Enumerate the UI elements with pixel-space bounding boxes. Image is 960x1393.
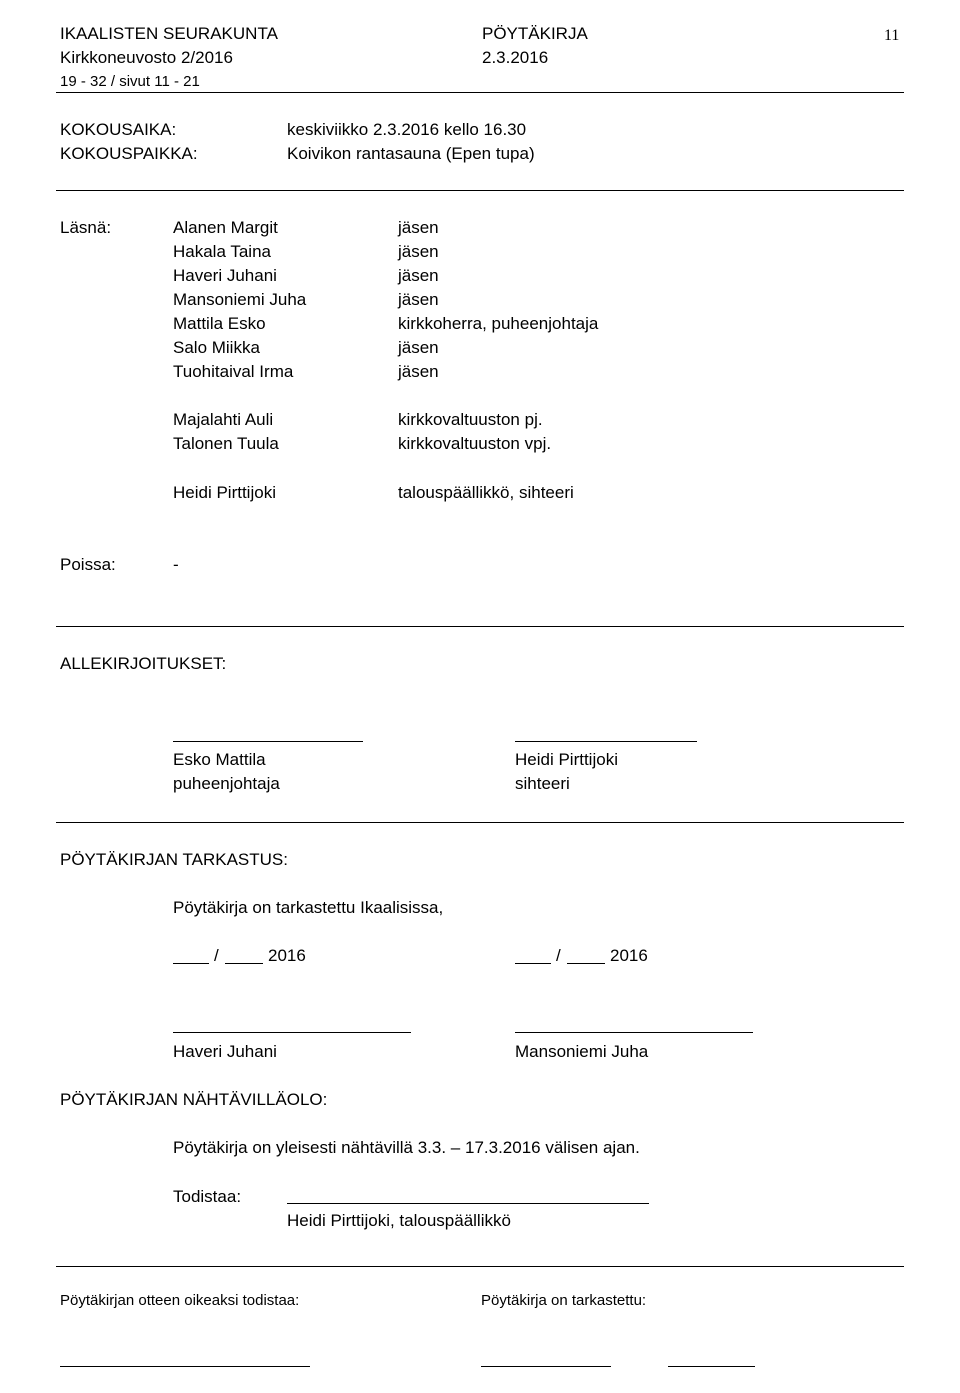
signature-line-secretary: [515, 741, 697, 742]
member-name: Mattila Esko: [173, 314, 266, 333]
member-name: Mansoniemi Juha: [173, 290, 307, 309]
member-name: Hakala Taina: [173, 242, 271, 261]
chair-title: puheenjohtaja: [173, 774, 280, 793]
secretary-role: talouspäällikkö, sihteeri: [398, 483, 574, 502]
member-role: jäsen: [398, 338, 439, 357]
member-name: Alanen Margit: [173, 218, 278, 237]
chair-name: Esko Mattila: [173, 750, 266, 769]
signature-line-reviewer: [173, 1032, 411, 1033]
meeting-date: 2.3.2016: [482, 48, 549, 67]
reviewer-name: Haveri Juhani: [173, 1042, 277, 1061]
guest-name: Talonen Tuula: [173, 434, 279, 453]
signature-line-chair: [173, 741, 363, 742]
secretary-name: Heidi Pirttijoki: [173, 483, 276, 502]
meeting-time-label: KOKOUSAIKA:: [60, 120, 177, 139]
display-heading: PÖYTÄKIRJAN NÄHTÄVILLÄOLO:: [60, 1090, 328, 1109]
review-heading: PÖYTÄKIRJAN TARKASTUS:: [60, 850, 288, 869]
guest-role: kirkkovaltuuston pj.: [398, 410, 543, 429]
footer-signature-line: [481, 1366, 611, 1367]
section-rule: [56, 190, 904, 191]
date-blank-day: [173, 963, 209, 964]
section-rule: [56, 822, 904, 823]
signature-line-witness: [287, 1203, 649, 1204]
member-role: jäsen: [398, 242, 439, 261]
absent-value: -: [173, 555, 179, 574]
secretary-signature-title: sihteeri: [515, 774, 570, 793]
section-rule: [56, 626, 904, 627]
review-statement: Pöytäkirja on tarkastettu Ikaalisissa,: [173, 898, 444, 917]
meeting-place-label: KOKOUSPAIKKA:: [60, 144, 198, 163]
display-statement: Pöytäkirja on yleisesti nähtävillä 3.3. – 17.3.2016 välisen ajan.: [173, 1138, 640, 1157]
secretary-signature-name: Heidi Pirttijoki: [515, 750, 618, 769]
date-slash: /: [214, 946, 219, 965]
page-number: 11: [884, 27, 900, 44]
footer-reviewed-label: Pöytäkirja on tarkastettu:: [481, 1292, 647, 1309]
date-year: 2016: [610, 946, 648, 965]
witness-name: Heidi Pirttijoki, talouspäällikkö: [287, 1211, 511, 1230]
footer-signature-line: [60, 1366, 310, 1367]
date-year: 2016: [268, 946, 306, 965]
guest-name: Majalahti Auli: [173, 410, 274, 429]
member-role: jäsen: [398, 362, 439, 381]
date-blank-month: [567, 963, 605, 964]
absent-label: Poissa:: [60, 555, 116, 574]
header-rule: [56, 92, 904, 93]
organization-name: IKAALISTEN SEURAKUNTA: [60, 24, 278, 43]
footer-certify-label: Pöytäkirjan otteen oikeaksi todistaa:: [60, 1292, 300, 1309]
date-blank-day: [515, 963, 551, 964]
footer-signature-line: [668, 1366, 755, 1367]
member-role: jäsen: [398, 218, 439, 237]
footer-rule: [56, 1266, 904, 1267]
signature-line-reviewer: [515, 1032, 753, 1033]
date-blank-month: [225, 963, 263, 964]
meeting-body: Kirkkoneuvosto 2/2016: [60, 48, 233, 67]
meeting-time-value: keskiviikko 2.3.2016 kello 16.30: [287, 120, 527, 139]
section-range: 19 - 32 / sivut 11 - 21: [60, 73, 200, 90]
member-name: Salo Miikka: [173, 338, 260, 357]
reviewer-name: Mansoniemi Juha: [515, 1042, 649, 1061]
member-role: jäsen: [398, 290, 439, 309]
document-type: PÖYTÄKIRJA: [482, 24, 588, 43]
present-label: Läsnä:: [60, 218, 112, 237]
member-role: jäsen: [398, 266, 439, 285]
date-slash: /: [556, 946, 561, 965]
member-name: Haveri Juhani: [173, 266, 277, 285]
guest-role: kirkkovaltuuston vpj.: [398, 434, 552, 453]
member-name: Tuohitaival Irma: [173, 362, 294, 381]
meeting-place-value: Koivikon rantasauna (Epen tupa): [287, 144, 535, 163]
signatures-heading: ALLEKIRJOITUKSET:: [60, 654, 227, 673]
member-role: kirkkoherra, puheenjohtaja: [398, 314, 599, 333]
witness-label: Todistaa:: [173, 1187, 242, 1206]
